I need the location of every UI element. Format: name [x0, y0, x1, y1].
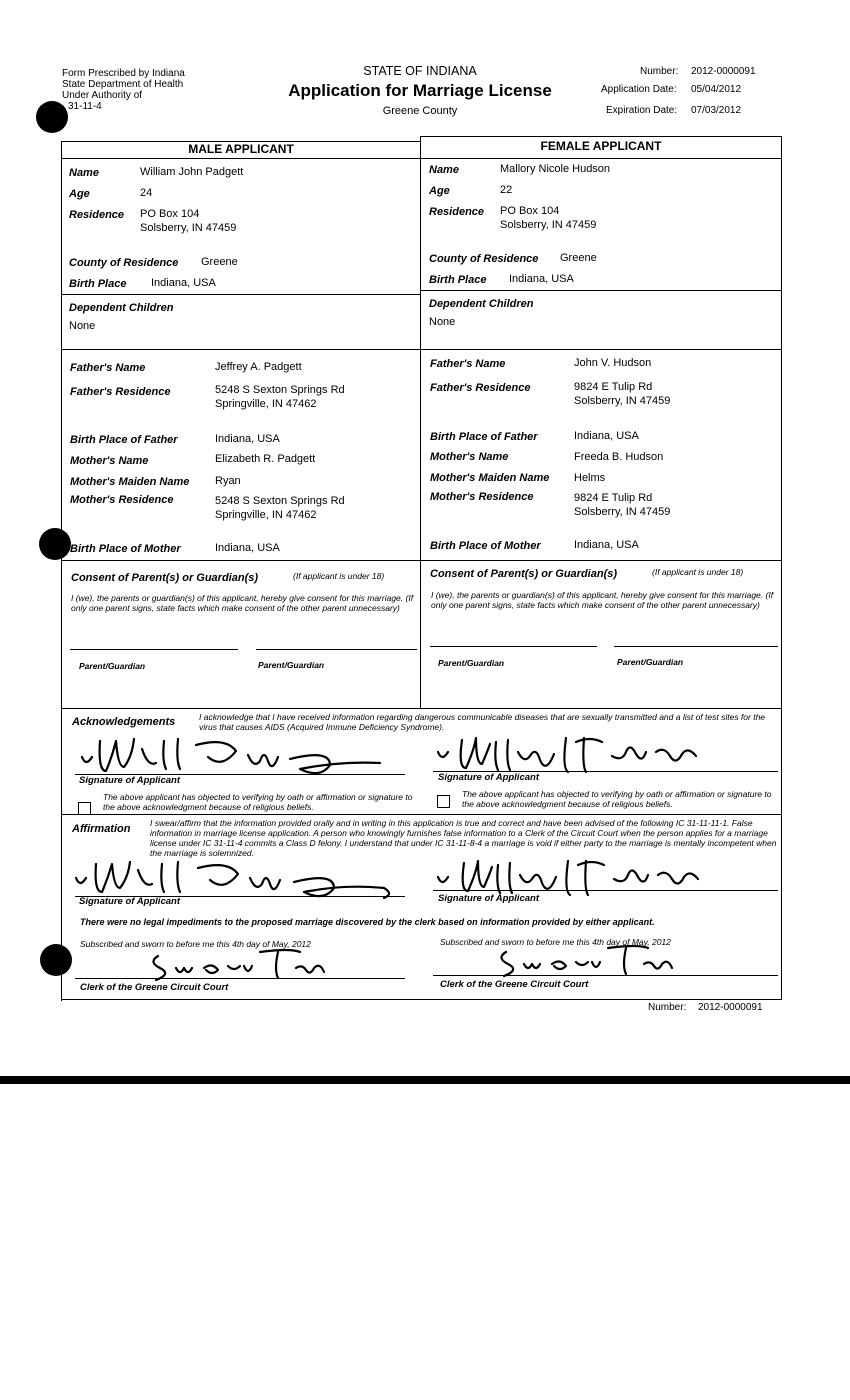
affirmation-text: I swear/affirm that the information provided orally and in writing in this application is true and correct and have been advised of the following IC 31-11-11-1. False information in marriage license application. A person who knowingly furnishes false information to a Clerk of the Circuit Court when the person applies for a marriage license under IC 31-11-4 commits a Class D felony. I understand that under IC 31-11-8-4 a marriage is void if either party to the marriage is mentally incompetent when the marriage is solemnized.	[150, 818, 777, 858]
app-date-value: 05/04/2012	[691, 84, 742, 95]
affirmation-label: Affirmation	[72, 823, 131, 835]
religious-objection-checkbox[interactable]	[437, 795, 450, 808]
punch-hole	[40, 944, 72, 976]
mother-birth-label: Birth Place of Mother	[70, 543, 181, 555]
father-birth-label: Birth Place of Father	[70, 434, 178, 446]
female-affirmation-signature	[436, 857, 716, 897]
residence-line: Solsberry, IN 47459	[140, 222, 237, 234]
state-heading: STATE OF INDIANA	[363, 64, 477, 78]
residence-line: PO Box 104	[140, 208, 200, 220]
female-mother-name: Freeda B. Hudson	[574, 451, 664, 463]
residence-line: Solsberry, IN 47459	[574, 395, 671, 407]
county-label: County of Residence	[429, 253, 539, 265]
residence-label: Residence	[69, 209, 125, 221]
scan-edge-band	[0, 1076, 850, 1084]
parent-guardian-label: Parent/Guardian	[258, 660, 325, 670]
parent-guardian-label: Parent/Guardian	[79, 661, 146, 671]
father-residence-label: Father's Residence	[430, 382, 531, 394]
male-name: William John Padgett	[140, 166, 244, 178]
male-children: None	[69, 320, 96, 332]
clerk-signature	[496, 942, 676, 978]
female-name: Mallory Nicole Hudson	[500, 163, 611, 175]
male-father-name: Jeffrey A. Padgett	[215, 361, 302, 373]
male-mother-name: Elizabeth R. Padgett	[215, 453, 316, 465]
subscribed-text: Subscribed and sworn to before me this 4th day of May, 2012	[440, 937, 671, 947]
county-label: County of Residence	[69, 257, 179, 269]
father-residence-label: Father's Residence	[70, 386, 171, 398]
mother-maiden-label: Mother's Maiden Name	[70, 476, 190, 488]
residence-line: Springville, IN 47462	[215, 509, 317, 521]
name-label: Name	[69, 167, 99, 179]
consent-label: Consent of Parent(s) or Guardian(s)	[430, 568, 618, 580]
male-county: Greene	[201, 256, 238, 268]
residence-line: PO Box 104	[500, 205, 560, 217]
residence-label: Residence	[429, 206, 485, 218]
signature-of-applicant-label: Signature of Applicant	[79, 896, 180, 907]
residence-line: Solsberry, IN 47459	[500, 219, 597, 231]
number-value: 2012-0000091	[691, 66, 756, 77]
female-county: Greene	[560, 252, 597, 264]
parent-guardian-label: Parent/Guardian	[617, 657, 684, 667]
birthplace-label: Birth Place	[429, 274, 487, 286]
female-applicant-heading: FEMALE APPLICANT	[540, 139, 662, 153]
residence-line: Springville, IN 47462	[215, 398, 317, 410]
residence-line: Solsberry, IN 47459	[574, 506, 671, 518]
residence-line: 9824 E Tulip Rd	[574, 381, 653, 393]
consent-if-under: (If applicant is under 18)	[293, 571, 385, 581]
female-birthplace: Indiana, USA	[509, 273, 574, 285]
consent-text: I (we), the parents or guardian(s) of this applicant, hereby give consent for this marriage. (If only one parent signs, state facts which make consent of the other parent unnecessary)	[431, 590, 774, 610]
mother-maiden-label: Mother's Maiden Name	[430, 472, 550, 484]
male-father-residence	[215, 383, 345, 411]
mother-residence-label: Mother's Residence	[70, 494, 174, 506]
county-heading: Greene County	[382, 105, 458, 117]
female-children: None	[429, 316, 456, 328]
subscribed-text: Subscribed and sworn to before me this 4th day of May, 2012	[80, 939, 311, 949]
female-residence	[500, 204, 596, 232]
signature-of-applicant-label: Signature of Applicant	[79, 775, 180, 786]
app-date-label: Application Date:	[601, 84, 677, 95]
male-applicant-heading: MALE APPLICANT	[188, 142, 294, 156]
page-title: Application for Marriage License	[288, 81, 552, 100]
religious-objection-text: The above applicant has objected to verifying by oath or affirmation or signature to the above acknowledgment because of religious beliefs.	[103, 792, 413, 812]
male-mother-residence	[215, 494, 345, 522]
footer-number-label: Number:	[648, 1002, 687, 1013]
prescribed-line: Under Authority of	[62, 90, 143, 101]
female-mother-birth: Indiana, USA	[574, 539, 639, 551]
father-name-label: Father's Name	[430, 358, 506, 370]
female-mother-residence	[574, 491, 670, 519]
clerk-label: Clerk of the Greene Circuit Court	[440, 979, 589, 990]
exp-date-value: 07/03/2012	[691, 105, 742, 116]
prescribed-by	[62, 68, 185, 112]
male-mother-birth: Indiana, USA	[215, 542, 280, 554]
no-impediments-text: There were no legal impediments to the proposed marriage discovered by the clerk based on information provided by either applicant.	[80, 917, 655, 927]
mother-name-label: Mother's Name	[70, 455, 149, 467]
mother-residence-label: Mother's Residence	[430, 491, 534, 503]
female-father-name: John V. Hudson	[574, 357, 652, 369]
religious-objection-text: The above applicant has objected to verifying by oath or affirmation or signature to the above acknowledgment because of religious beliefs.	[462, 789, 772, 809]
male-age: 24	[140, 187, 153, 199]
female-mother-maiden: Helms	[574, 472, 606, 484]
age-label: Age	[69, 188, 90, 200]
father-birth-label: Birth Place of Father	[430, 431, 538, 443]
consent-text: I (we), the parents or guardian(s) of this applicant, hereby give consent for this marriage. (If only one parent signs, state facts which make consent of the other parent unnecessary)	[71, 593, 414, 613]
acknowledgement-text: I acknowledge that I have received information regarding dangerous communicable diseases that are sexually transmitted and a list of test sites for the virus that causes AIDS (Acquired Immune Deficiency Syndrome).	[199, 712, 766, 732]
children-label: Dependent Children	[69, 302, 174, 314]
parent-guardian-label: Parent/Guardian	[438, 658, 505, 668]
father-name-label: Father's Name	[70, 362, 146, 374]
clerk-label: Clerk of the Greene Circuit Court	[80, 982, 229, 993]
punch-hole	[39, 528, 71, 560]
number-label: Number:	[640, 66, 679, 77]
clerk-signature	[148, 946, 328, 982]
birthplace-label: Birth Place	[69, 278, 127, 290]
acknowledgements-label: Acknowledgements	[72, 716, 176, 728]
residence-line: 5248 S Sexton Springs Rd	[215, 495, 345, 507]
male-mother-maiden: Ryan	[215, 475, 241, 487]
signature-of-applicant-label: Signature of Applicant	[438, 893, 539, 904]
children-label: Dependent Children	[429, 298, 534, 310]
male-affirmation-signature	[72, 860, 412, 900]
prescribed-line: State Department of Health	[62, 79, 184, 90]
footer-number-value: 2012-0000091	[698, 1002, 763, 1013]
religious-objection-checkbox[interactable]	[78, 802, 91, 815]
prescribed-line: Form Prescribed by Indiana	[62, 68, 185, 79]
consent-if-under: (If applicant is under 18)	[652, 567, 744, 577]
female-father-birth: Indiana, USA	[574, 430, 639, 442]
residence-line: 9824 E Tulip Rd	[574, 492, 653, 504]
male-father-birth: Indiana, USA	[215, 433, 280, 445]
prescribed-line: 31-11-4	[68, 101, 102, 112]
mother-name-label: Mother's Name	[430, 451, 509, 463]
exp-date-label: Expiration Date:	[606, 105, 678, 116]
female-age: 22	[500, 184, 513, 196]
name-label: Name	[429, 164, 459, 176]
male-residence	[140, 207, 236, 235]
residence-line: 5248 S Sexton Springs Rd	[215, 384, 345, 396]
female-father-residence	[574, 380, 670, 408]
consent-label: Consent of Parent(s) or Guardian(s)	[71, 572, 259, 584]
mother-birth-label: Birth Place of Mother	[430, 540, 541, 552]
age-label: Age	[429, 185, 450, 197]
male-birthplace: Indiana, USA	[151, 277, 216, 289]
signature-of-applicant-label: Signature of Applicant	[438, 772, 539, 783]
